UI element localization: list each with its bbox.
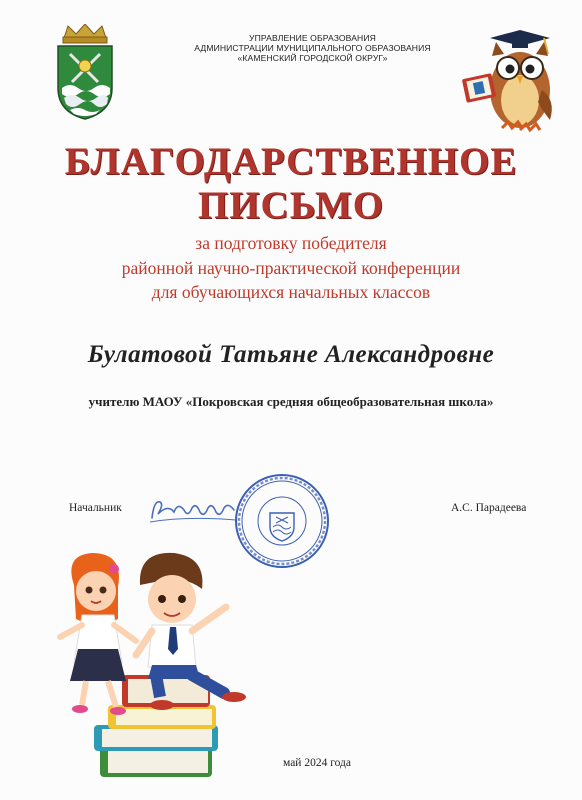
reason-line-1: за подготовку победителя bbox=[195, 233, 387, 253]
issuer-line-2: АДМИНИСТРАЦИИ МУНИЦИПАЛЬНОГО ОБРАЗОВАНИЯ bbox=[194, 43, 431, 53]
certificate-title-line-1: БЛАГОДАРСТВЕННОЕ bbox=[64, 140, 518, 183]
reason-line-3: для обучающихся начальных классов bbox=[151, 282, 431, 302]
issuer-header bbox=[150, 33, 475, 63]
issuer-line-1: УПРАВЛЕНИЕ ОБРАЗОВАНИЯ bbox=[249, 33, 376, 43]
certificate-title-line-2: ПИСЬМО bbox=[197, 184, 385, 227]
owl-teacher-icon bbox=[462, 30, 558, 140]
kids-on-books-illustration bbox=[56, 545, 252, 785]
issue-date: май 2024 года bbox=[283, 757, 352, 769]
recipient-position: учителю МАОУ «Покровская средняя общеобразовательная школа» bbox=[88, 394, 494, 409]
signer-role: Начальник bbox=[69, 502, 122, 514]
reason-line-2: районной научно-практической конференции bbox=[121, 258, 461, 278]
handwritten-signature bbox=[146, 492, 241, 526]
coat-of-arms-icon bbox=[52, 24, 118, 120]
issuer-line-3: «КАМЕНСКИЙ ГОРОДСКОЙ ОКРУГ» bbox=[237, 53, 388, 63]
signer-name: А.С. Парадеева bbox=[451, 502, 527, 514]
recipient-name: Булатовой Татьяне Александровне bbox=[87, 341, 495, 368]
